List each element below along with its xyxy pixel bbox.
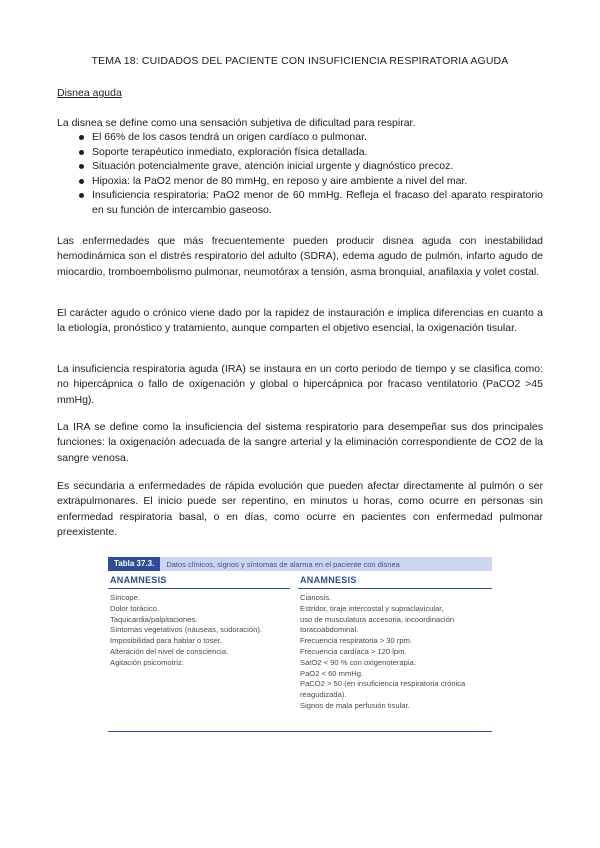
bullet-list — [57, 130, 543, 217]
list-item: reagudizada). — [300, 690, 347, 700]
bullet-icon — [79, 135, 84, 140]
bullet-icon — [79, 150, 84, 155]
paragraph: Es secundaria a enfermedades de rápida evolución que pueden afectar directamente al pulmón o ser extrapulmonares. El inicio puede ser repentino, en minutos u horas, como ocurre en personas sin enfermedad respiratoria basal, o en días, como ocurre en pacientes con enfermedad pulmonar preexistente. — [57, 480, 543, 538]
list-item: Agitación psicomotriz. — [110, 657, 184, 667]
paragraph: La insuficiencia respiratoria aguda (IRA) se instaura en un corto periodo de tiempo y se clasifica como: no hipercápnica o fallo de oxigenación y global o hipercápnica por fracaso ventilatorio (PaCO2 >45 mmHg). — [57, 363, 543, 406]
list-item: El 66% de los casos tendrá un origen cardíaco o pulmonar. — [57, 130, 543, 145]
list-item: Estridor, tiraje intercostal y supraclavicular, — [300, 603, 444, 613]
list-item: Signos de mala perfusión tisular. — [300, 700, 410, 710]
list-item: Soporte terapéutico inmediato, exploración física detallada. — [57, 145, 543, 160]
page-title: TEMA 18: CUIDADOS DEL PACIENTE CON INSUFICIENCIA RESPIRATORIA AGUDA — [91, 55, 509, 67]
list-item: Dolor torácico. — [110, 603, 159, 613]
table-column-left — [108, 571, 290, 669]
list-item: uso de musculatura accesoria, incoordinación — [300, 614, 455, 624]
section-heading: Disnea aguda — [57, 87, 122, 99]
list-item: Alteración del nivel de consciencia. — [110, 646, 229, 656]
column-header: ANAMNESIS — [298, 571, 492, 589]
table-caption: Datos clínicos, signos y síntomas de alarma en el paciente con disnea — [166, 559, 400, 569]
list-item: Imposibilidad para hablar o toser. — [110, 636, 222, 646]
paragraph: La IRA se define como la insuficiencia del sistema respiratorio para desempeñar sus dos principales funciones: la oxigenación adecuada de la sangre arterial y la eliminación correspondiente de CO2 de la sangre venosa. — [57, 421, 543, 464]
list-item: toracoabdominal. — [300, 625, 359, 635]
list-item: PaO2 < 60 mmHg. — [300, 668, 364, 678]
column-list — [298, 593, 492, 712]
table-bottom-rule — [108, 731, 492, 732]
paragraph: El carácter agudo o crónico viene dado por la rapidez de instauración e implica diferencias en cuanto a la etiología, pronóstico y tratamiento, aunque comparten el objetivo esencial, la oxigenación tisular. — [57, 307, 543, 335]
column-header: ANAMNESIS — [108, 571, 290, 589]
table-caption-bar — [108, 557, 492, 571]
list-item: Taquicardia/palpitaciones. — [110, 614, 198, 624]
table-column-right — [298, 571, 492, 712]
list-item: Frecuencia respiratoria > 30 rpm. — [300, 636, 413, 646]
table-number: Tabla 37.3. — [108, 557, 160, 571]
column-list — [108, 593, 290, 669]
list-item: SatO2 < 90 % con oxigenoterapia. — [300, 657, 416, 667]
list-item: Hipoxia: la PaO2 menor de 80 mmHg, en reposo y aire ambiente a nivel del mar. — [57, 174, 543, 189]
list-item: Situación potencialmente grave, atención inicial urgente y diagnóstico precoz. — [57, 159, 543, 174]
list-item: Insuficiencia respiratoria: PaO2 menor de 60 mmHg. Refleja el fracaso del aparato respiratorio en su función de intercambio gaseoso. — [57, 188, 543, 217]
list-item: Síntomas vegetativos (náuseas, sudoración). — [110, 625, 262, 635]
list-item: Frecuencia cardíaca > 120 lpm. — [300, 646, 407, 656]
intro-text: La disnea se define como una sensación subjetiva de dificultad para respirar. — [57, 117, 416, 129]
bullet-icon — [79, 193, 84, 198]
paragraph: Las enfermedades que más frecuentemente pueden producir disnea aguda con inestabilidad hemodinámica son el distrés respiratorio del adulto (SDRA), edema agudo de pulmón, infarto agudo de miocardio, tromboembolismo pulmonar, neumotórax a tensión, asma bronquial, anafilaxia y volet costal. — [57, 235, 543, 278]
list-item: Síncope. — [110, 593, 140, 602]
list-item: Cianosis. — [300, 593, 332, 602]
list-item: PaCO2 > 50 (en insuficiencia respiratoria crónica — [300, 679, 466, 689]
clinical-table — [108, 557, 492, 732]
bullet-icon — [79, 164, 84, 169]
bullet-icon — [79, 179, 84, 184]
